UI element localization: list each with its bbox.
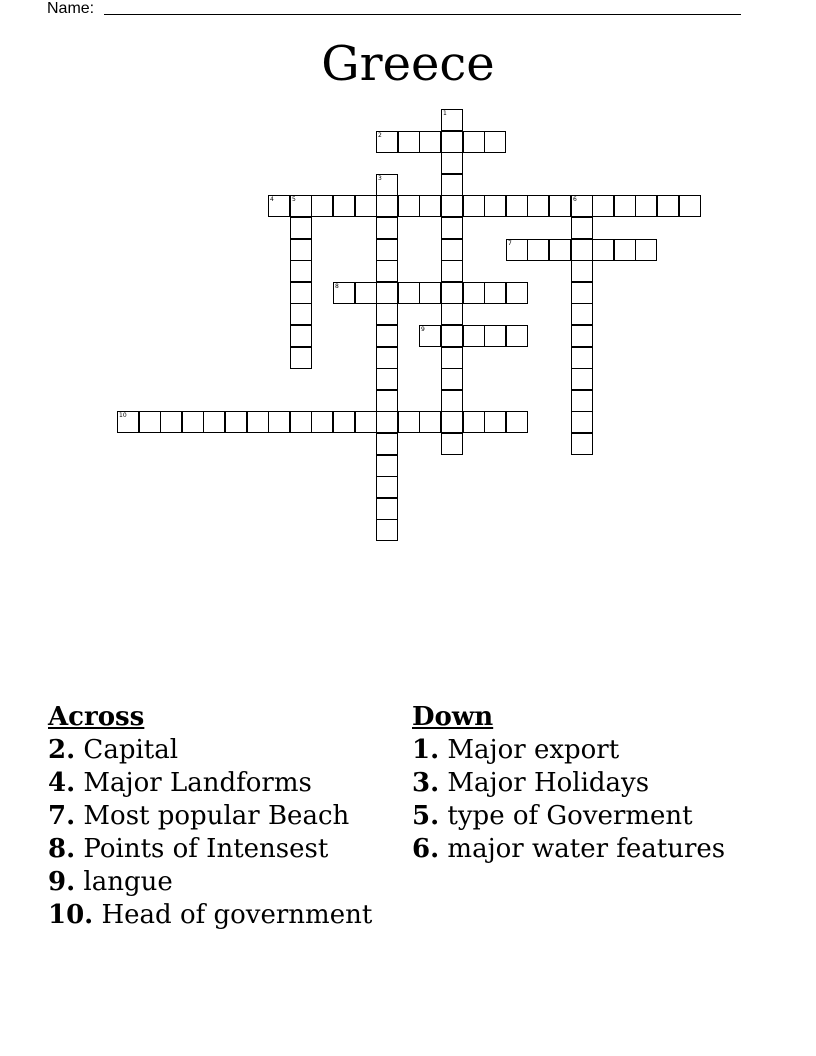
crossword-cell[interactable] xyxy=(592,195,614,217)
crossword-cell[interactable] xyxy=(635,195,657,217)
crossword-cell[interactable] xyxy=(441,217,463,239)
crossword-cell[interactable] xyxy=(290,239,312,261)
crossword-cell[interactable] xyxy=(571,368,593,390)
crossword-cell[interactable] xyxy=(571,390,593,412)
crossword-cell[interactable] xyxy=(441,282,463,304)
crossword-cell[interactable] xyxy=(268,195,290,217)
crossword-cell[interactable] xyxy=(571,303,593,325)
down-clues xyxy=(412,700,772,866)
crossword-cell[interactable] xyxy=(268,411,290,433)
crossword-cell[interactable] xyxy=(160,411,182,433)
crossword-cell[interactable] xyxy=(571,433,593,455)
crossword-cell[interactable] xyxy=(247,411,269,433)
cell-number: 9 xyxy=(421,326,425,333)
crossword-cell[interactable] xyxy=(484,195,506,217)
crossword-cell[interactable] xyxy=(441,368,463,390)
crossword-cell[interactable] xyxy=(657,195,679,217)
crossword-cell[interactable] xyxy=(376,303,398,325)
crossword-cell[interactable] xyxy=(614,195,636,217)
crossword-cell[interactable] xyxy=(463,195,485,217)
across-clue xyxy=(48,734,398,767)
down-clue xyxy=(412,734,772,767)
clue-text: Major Landforms xyxy=(83,768,312,798)
crossword-cell[interactable] xyxy=(463,282,485,304)
clue-text: langue xyxy=(83,867,173,897)
crossword-cell[interactable] xyxy=(290,303,312,325)
crossword-cell[interactable] xyxy=(376,368,398,390)
crossword-cell[interactable] xyxy=(549,239,571,261)
crossword-cell[interactable] xyxy=(376,131,398,153)
across-clue xyxy=(48,866,398,899)
crossword-cell[interactable] xyxy=(376,195,398,217)
crossword-cell[interactable] xyxy=(398,411,420,433)
crossword-cell[interactable] xyxy=(506,325,528,347)
crossword-cell[interactable] xyxy=(441,411,463,433)
crossword-cell[interactable] xyxy=(290,217,312,239)
clue-number: 6. xyxy=(412,834,440,864)
crossword-cell[interactable] xyxy=(376,282,398,304)
clue-number: 2. xyxy=(48,735,76,765)
crossword-cell[interactable] xyxy=(614,239,636,261)
across-clue xyxy=(48,767,398,800)
clue-number: 3. xyxy=(412,768,440,798)
crossword-cell[interactable] xyxy=(441,152,463,174)
across-clue xyxy=(48,800,398,833)
crossword-cell[interactable] xyxy=(355,195,377,217)
cell-number: 10 xyxy=(119,412,127,419)
crossword-cell[interactable] xyxy=(419,195,441,217)
clue-number: 9. xyxy=(48,867,76,897)
cell-number: 2 xyxy=(378,132,382,139)
crossword-cell[interactable] xyxy=(290,411,312,433)
crossword-cell[interactable] xyxy=(355,411,377,433)
crossword-cell[interactable] xyxy=(376,260,398,282)
crossword-cell[interactable] xyxy=(679,195,701,217)
crossword-cell[interactable] xyxy=(203,411,225,433)
crossword-cell[interactable] xyxy=(376,411,398,433)
crossword-cell[interactable] xyxy=(441,347,463,369)
crossword-cell[interactable] xyxy=(333,411,355,433)
cell-number: 6 xyxy=(573,196,577,203)
crossword-cell[interactable] xyxy=(311,411,333,433)
down-clue xyxy=(412,833,772,866)
crossword-cell[interactable] xyxy=(398,282,420,304)
crossword-cell[interactable] xyxy=(290,282,312,304)
crossword-cell[interactable] xyxy=(355,282,377,304)
crossword-cell[interactable] xyxy=(463,131,485,153)
crossword-cell[interactable] xyxy=(441,433,463,455)
clue-number: 4. xyxy=(48,768,76,798)
crossword-cell[interactable] xyxy=(571,325,593,347)
crossword-cell[interactable] xyxy=(376,498,398,520)
crossword-cell[interactable] xyxy=(182,411,204,433)
crossword-cell[interactable] xyxy=(333,195,355,217)
crossword-cell[interactable] xyxy=(571,411,593,433)
down-clue xyxy=(412,800,772,833)
crossword-cell[interactable] xyxy=(419,282,441,304)
crossword-cell[interactable] xyxy=(376,433,398,455)
clue-number: 5. xyxy=(412,801,440,831)
clue-text: Points of Intensest xyxy=(83,834,329,864)
clue-text: major water features xyxy=(447,834,726,864)
clue-text: Head of government xyxy=(101,900,373,930)
crossword-cell[interactable] xyxy=(527,195,549,217)
crossword-cell[interactable] xyxy=(290,260,312,282)
crossword-cell[interactable] xyxy=(419,411,441,433)
clue-text: Major export xyxy=(447,735,620,765)
crossword-cell[interactable] xyxy=(311,195,333,217)
clue-number: 7. xyxy=(48,801,76,831)
crossword-cell[interactable] xyxy=(376,455,398,477)
crossword-cell[interactable] xyxy=(376,519,398,541)
crossword-cell[interactable] xyxy=(571,260,593,282)
across-clue xyxy=(48,833,398,866)
page-title: Greece xyxy=(321,36,495,92)
crossword-cell[interactable] xyxy=(441,131,463,153)
crossword-cell[interactable] xyxy=(527,239,549,261)
crossword-cell[interactable] xyxy=(484,131,506,153)
crossword-cell[interactable] xyxy=(376,239,398,261)
crossword-cell[interactable] xyxy=(398,131,420,153)
crossword-cell[interactable] xyxy=(506,195,528,217)
crossword-cell[interactable] xyxy=(571,195,593,217)
crossword-cell[interactable] xyxy=(441,109,463,131)
clue-number: 10. xyxy=(48,900,94,930)
cell-number: 8 xyxy=(335,283,339,290)
across-clues xyxy=(48,700,398,932)
crossword-cell[interactable] xyxy=(333,282,355,304)
crossword-cell[interactable] xyxy=(376,174,398,196)
crossword-cell[interactable] xyxy=(398,195,420,217)
cell-number: 3 xyxy=(378,175,382,182)
clue-text: Capital xyxy=(83,735,179,765)
crossword-cell[interactable] xyxy=(376,476,398,498)
crossword-cell[interactable] xyxy=(571,217,593,239)
down-heading: Down xyxy=(412,702,494,732)
crossword-cell[interactable] xyxy=(484,325,506,347)
crossword-cell[interactable] xyxy=(419,325,441,347)
across-heading: Across xyxy=(48,702,145,732)
crossword-cell[interactable] xyxy=(290,325,312,347)
crossword-cell[interactable] xyxy=(463,411,485,433)
crossword-cell[interactable] xyxy=(290,195,312,217)
name-label: Name: xyxy=(47,0,95,17)
crossword-cell[interactable] xyxy=(290,347,312,369)
crossword-cell[interactable] xyxy=(635,239,657,261)
crossword-cell[interactable] xyxy=(441,174,463,196)
crossword-cell[interactable] xyxy=(441,239,463,261)
crossword-cell[interactable] xyxy=(441,390,463,412)
crossword-cell[interactable] xyxy=(225,411,247,433)
down-clue xyxy=(412,767,772,800)
crossword-cell[interactable] xyxy=(592,239,614,261)
crossword-cell[interactable] xyxy=(441,195,463,217)
crossword-cell[interactable] xyxy=(571,239,593,261)
clue-text: Major Holidays xyxy=(447,768,650,798)
cell-number: 5 xyxy=(292,196,296,203)
crossword-cell[interactable] xyxy=(419,131,441,153)
crossword-cell[interactable] xyxy=(441,325,463,347)
clue-number: 8. xyxy=(48,834,76,864)
crossword-cell[interactable] xyxy=(441,303,463,325)
crossword-cell[interactable] xyxy=(506,282,528,304)
crossword-cell[interactable] xyxy=(376,325,398,347)
crossword-cell[interactable] xyxy=(463,325,485,347)
cell-number: 1 xyxy=(443,110,447,117)
crossword-cell[interactable] xyxy=(376,390,398,412)
across-clue xyxy=(48,899,398,932)
crossword-cell[interactable] xyxy=(376,217,398,239)
crossword-cell[interactable] xyxy=(484,411,506,433)
crossword-cell[interactable] xyxy=(571,282,593,304)
cell-number: 7 xyxy=(508,240,512,247)
crossword-cell[interactable] xyxy=(549,195,571,217)
clue-text: Most popular Beach xyxy=(83,801,350,831)
crossword-cell[interactable] xyxy=(376,347,398,369)
clue-number: 1. xyxy=(412,735,440,765)
crossword-cell[interactable] xyxy=(139,411,161,433)
crossword-cell[interactable] xyxy=(571,347,593,369)
crossword-cell[interactable] xyxy=(441,260,463,282)
cell-number: 4 xyxy=(270,196,274,203)
crossword-cell[interactable] xyxy=(484,282,506,304)
crossword-cell[interactable] xyxy=(506,411,528,433)
clue-text: type of Goverment xyxy=(447,801,693,831)
crossword-cell[interactable] xyxy=(506,239,528,261)
crossword-cell[interactable] xyxy=(117,411,139,433)
